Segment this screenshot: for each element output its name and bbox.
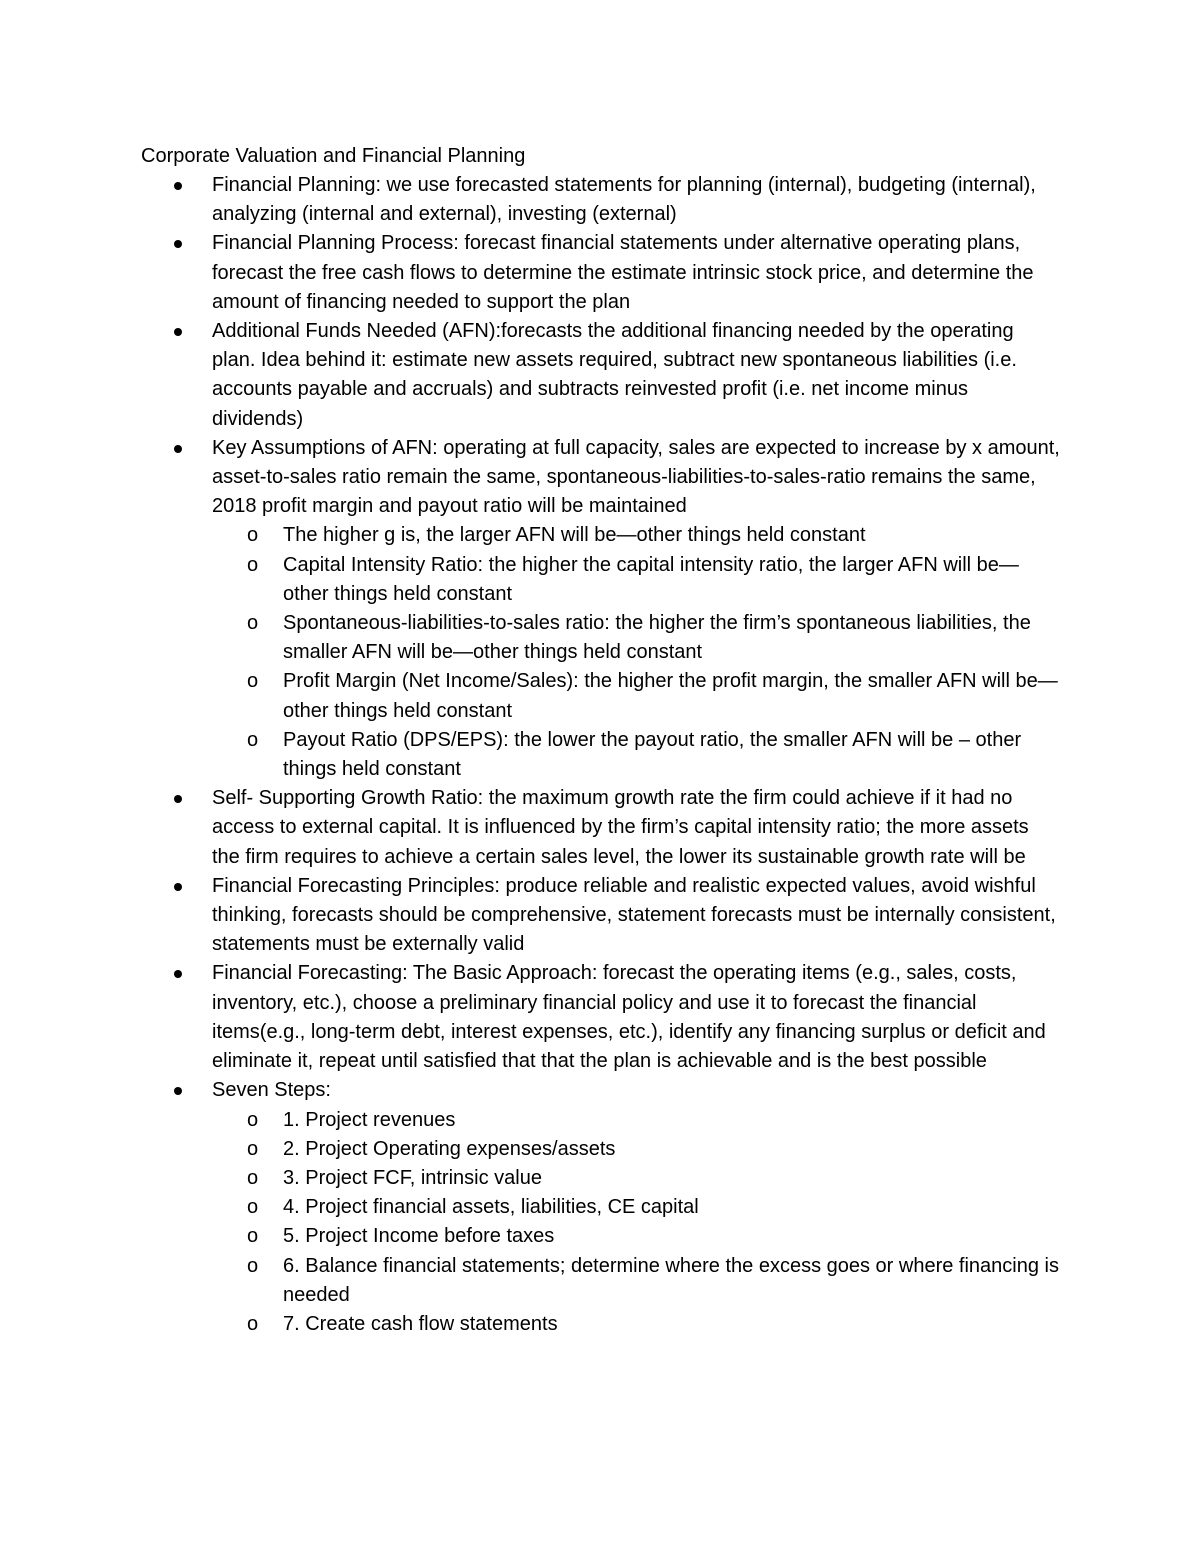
sub-list-item-text: 1. Project revenues (283, 1108, 456, 1131)
circle-bullet-icon: o (247, 670, 259, 693)
sub-list-item (0, 521, 1063, 550)
circle-bullet-icon: o (247, 612, 259, 635)
sub-list-item (0, 1252, 1063, 1310)
list-item-text: Self- Supporting Growth Ratio: the maximum growth rate the firm could achieve if it had no access to external capital. It is influenced by the firm’s capital intensity ratio; the more assets the firm requires to achieve a certain sales level, the lower its sustainable growth rate will be (212, 787, 1029, 868)
list-item (0, 872, 1062, 960)
bullet-icon (174, 328, 182, 336)
circle-bullet-icon: o (247, 1166, 259, 1189)
list-item-text: Financial Forecasting Principles: produce reliable and realistic expected values, avoid wishful thinking, forecasts should be comprehensive, statement forecasts must be internally consistent, statements must be externally valid (212, 874, 1056, 956)
list-item-text: Additional Funds Needed (AFN):forecasts the additional financing needed by the operating plan. Idea behind it: estimate new assets required, subtract new spontaneous liabilities (i.e. accounts payable and accruals) and subtracts reinvested profit (i.e. net income minus dividends) (212, 320, 1017, 430)
sub-list-item (0, 1310, 1063, 1339)
circle-bullet-icon: o (247, 524, 259, 547)
bullet-icon (174, 883, 182, 891)
bullet-icon (174, 795, 182, 803)
bullet-icon (174, 445, 182, 453)
list-item-text: Financial Forecasting: The Basic Approach: forecast the operating items (e.g., sales, costs, inventory, etc.), choose a preliminary financial policy and use it to forecast the financial items(e.g., long-term debt, interest expenses, etc.), identify any financing surplus or deficit and eliminate it, repeat until satisfied that that the plan is achievable and is the best possible (212, 962, 1046, 1073)
circle-bullet-icon: o (247, 1225, 259, 1248)
bullet-icon (174, 240, 182, 248)
list-item (0, 317, 1062, 434)
sub-list-item-text: Profit Margin (Net Income/Sales): the higher the profit margin, the smaller AFN will be—other things held constant (283, 670, 1058, 722)
list-item (0, 434, 1062, 784)
sub-list-item-text: Spontaneous-liabilities-to-sales ratio: the higher the firm’s spontaneous liabilities, the smaller AFN will be—other things held constant (283, 612, 1031, 664)
circle-bullet-icon: o (247, 553, 259, 576)
sub-list-item-text: 3. Project FCF, intrinsic value (283, 1166, 542, 1189)
circle-bullet-icon: o (247, 1312, 259, 1335)
sub-list-item-text: The higher g is, the larger AFN will be—other things held constant (283, 524, 866, 547)
sub-list-item-text: 2. Project Operating expenses/assets (283, 1137, 616, 1160)
sub-list-item (0, 1106, 1063, 1135)
bullet-icon (174, 1087, 182, 1095)
circle-bullet-icon: o (247, 728, 259, 751)
bullet-list (0, 171, 1200, 1339)
sub-list-item (0, 1222, 1063, 1251)
sub-list-item-text: 5. Project Income before taxes (283, 1225, 555, 1248)
sub-list-item-text: Capital Intensity Ratio: the higher the capital intensity ratio, the larger AFN will be—other things held constant (283, 553, 1019, 605)
sub-list-item (0, 1135, 1063, 1164)
sub-list-item (0, 667, 1063, 725)
sub-list-item-text: 4. Project financial assets, liabilities, CE capital (283, 1196, 699, 1219)
circle-bullet-icon: o (247, 1137, 259, 1160)
list-item-text: Seven Steps: (212, 1079, 331, 1102)
sub-list-item-text: Payout Ratio (DPS/EPS): the lower the payout ratio, the smaller AFN will be – other things held constant (283, 728, 1022, 781)
list-item (0, 1076, 1062, 1339)
circle-bullet-icon: o (247, 1196, 259, 1219)
sub-list (0, 1106, 1062, 1340)
document-title: Corporate Valuation and Financial Planning (141, 145, 526, 167)
list-item (0, 784, 1062, 872)
list-item (0, 959, 1062, 1076)
list-item-text: Financial Planning: we use forecasted statements for planning (internal), budgeting (internal), analyzing (internal and external), investing (external) (212, 174, 1036, 226)
sub-list-item (0, 1193, 1063, 1222)
sub-list (0, 521, 1062, 784)
circle-bullet-icon: o (247, 1254, 259, 1277)
list-item (0, 229, 1062, 317)
sub-list-item (0, 1164, 1063, 1193)
sub-list-item-text: 7. Create cash flow statements (283, 1312, 558, 1335)
list-item-text: Key Assumptions of AFN: operating at full capacity, sales are expected to increase by x amount, asset-to-sales ratio remain the same, spontaneous-liabilities-to-sales-ratio remains the same, 2018 profit margin and payout ratio will be maintained (212, 436, 1060, 518)
sub-list-item-text: 6. Balance financial statements; determine where the excess goes or where financing is needed (283, 1254, 1059, 1306)
sub-list-item (0, 609, 1063, 667)
bullet-icon (174, 182, 182, 190)
list-item (0, 171, 1062, 229)
sub-list-item (0, 726, 1063, 784)
bullet-icon (174, 970, 182, 978)
sub-list-item (0, 551, 1063, 609)
circle-bullet-icon: o (247, 1108, 259, 1131)
list-item-text: Financial Planning Process: forecast financial statements under alternative operating plans, forecast the free cash flows to determine the estimate intrinsic stock price, and determine the amount of financing needed to support the plan (212, 232, 1034, 313)
